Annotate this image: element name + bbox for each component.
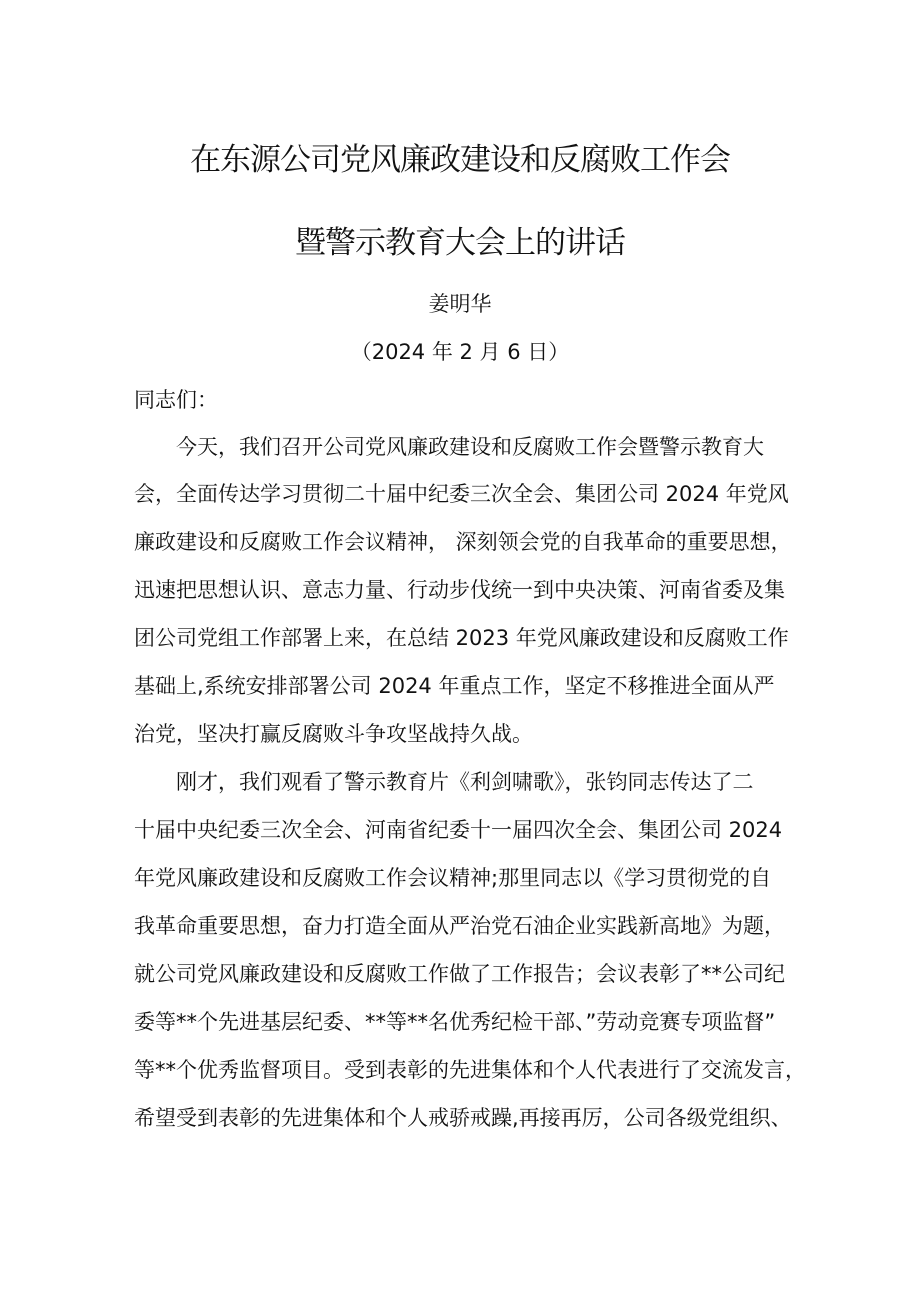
document-title-line-1: 在东源公司党风廉政建设和反腐败工作会 (190, 142, 730, 178)
paragraph-line: 就公司党风廉政建设和反腐败工作做了工作报告；会议表彰了**公司纪 (134, 962, 785, 986)
paragraph-line: 年党风廉政建设和反腐败工作会议精神;那里同志以《学习贯彻党的自 (134, 866, 772, 890)
paragraph-line: 希望受到表彰的先进集体和个人戒骄戒躁,再接再厉，公司各级党组织、 (134, 1106, 792, 1130)
paragraph-line: 迅速把思想认识、意志力量、行动步伐统一到中央决策、河南省委及集 (134, 578, 785, 602)
document-title-line-2: 暨警示教育大会上的讲话 (295, 225, 625, 261)
paragraph-line: 我革命重要思想，奋力打造全面从严治党石油企业实践新高地》为题， (134, 914, 785, 938)
author-name: 姜明华 (428, 292, 492, 316)
paragraph-line: 廉政建设和反腐败工作会议精神， 深刻领会党的自我革命的重要思想， (134, 530, 792, 554)
paragraph-line: 基础上,系统安排部署公司 2024 年重点工作，坚定不移推进全面从严 (134, 674, 775, 698)
salutation: 同志们： (134, 388, 218, 412)
paragraph-line: 十届中央纪委三次全会、河南省纪委十一届四次全会、集团公司 2024 (134, 818, 783, 842)
paragraph-line: 委等**个先进基层纪委、**等**名优秀纪检干部、”劳动竞赛专项监督” (134, 1010, 776, 1034)
paragraph-line: 治党，坚决打赢反腐败斗争攻坚战持久战。 (134, 722, 533, 746)
paragraph-line: 团公司党组工作部署上来，在总结 2023 年党风廉政建设和反腐败工作 (134, 626, 789, 650)
paragraph-line: 今天，我们召开公司党风廉政建设和反腐败工作会暨警示教育大 (176, 435, 764, 459)
paragraph-line: 会，全面传达学习贯彻二十届中纪委三次全会、集团公司 2024 年党风 (134, 482, 789, 506)
paragraph-line: 刚才，我们观看了警示教育片《利剑啸歌》，张钧同志传达了二 (176, 770, 754, 794)
paragraph-line: 等**个优秀监督项目。受到表彰的先进集体和个人代表进行了交流发言， (134, 1058, 806, 1082)
speech-date: （2024 年 2 月 6 日） (350, 340, 570, 364)
